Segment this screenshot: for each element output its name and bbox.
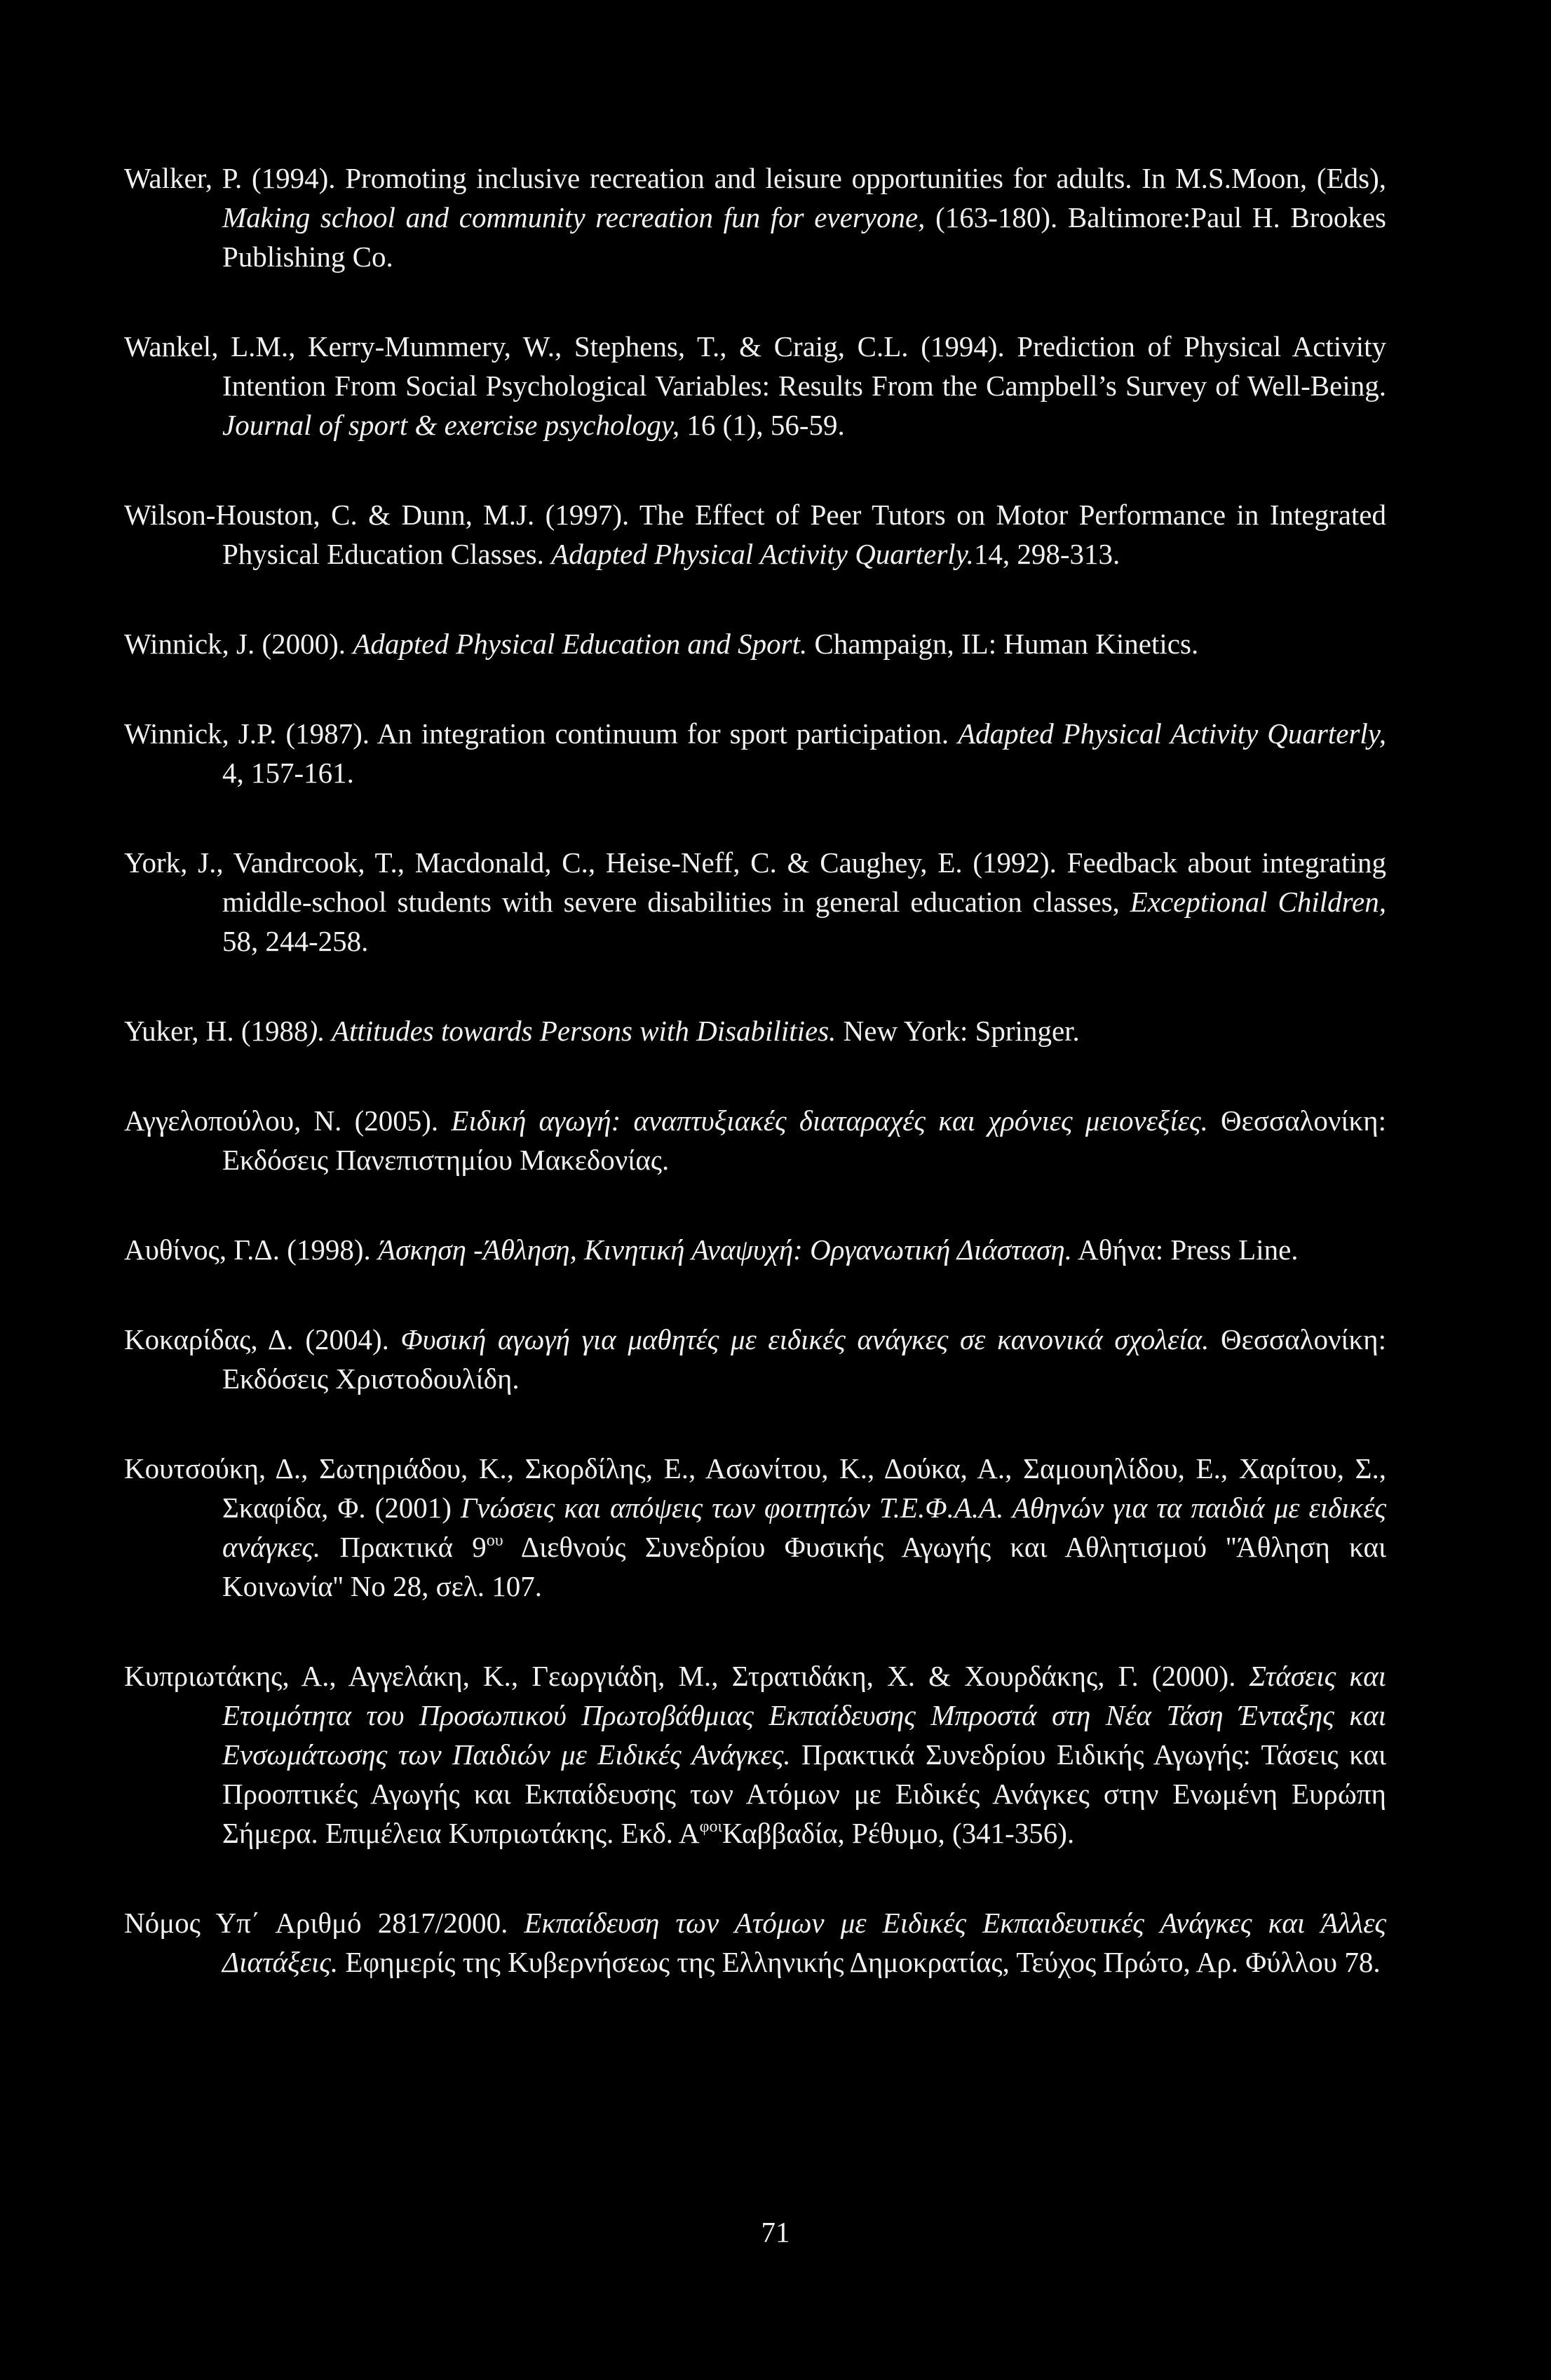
reference-list bbox=[124, 158, 1386, 2032]
reference-kokaridas-2004: Κοκαρίδας, Δ. (2004). Φυσική αγωγή για μαθητές με ειδικές ανάγκες σε κανονικά σχολεία. Θεσσαλονίκη: Εκδόσεις Χριστοδουλίδη. bbox=[124, 1323, 1387, 1395]
reference-york-1992: York, J., Vandrcook, T., Macdonald, C., Heise-Neff, C. & Caughey, E. (1992). Feedback about integrating middle-school students with severe disabilities in general education classes, Exceptional Children, 58, 244-258. bbox=[124, 846, 1387, 957]
reference-wilson-houston-1997: Wilson-Houston, C. & Dunn, M.J. (1997). The Effect of Peer Tutors on Motor Performance in Integrated Physical Education Classes. Adapted Physical Activity Quarterly.14, 298-313. bbox=[124, 499, 1386, 570]
reference-winnick-2000: Winnick, J. (2000). Adapted Physical Education and Sport. Champaign, IL: Human Kinetics. bbox=[124, 628, 1199, 660]
reference-walker-1994: Walker, P. (1994). Promoting inclusive recreation and leisure opportunities for adults. In M.S.Moon, (Eds), Making school and community recreation fun for everyone, (163-180). Baltimore:Paul H. Brookes Publishing Co. bbox=[124, 162, 1386, 273]
reference-winnick-1987: Winnick, J.P. (1987). An integration continuum for sport participation. Adapted Physical Activity Quarterly, 4, 157-161. bbox=[124, 717, 1386, 789]
reference-kypriotakis-2000: Κυπριωτάκης, Α., Αγγελάκη, Κ., Γεωργιάδη, Μ., Στρατιδάκη, Χ. & Χουρδάκης, Γ. (2000). Στάσεις και Ετοιμότητα του Προσωπικού Πρωτοβάθμιας Εκπαίδευσης Μπροστά στη Νέα Τάση Ένταξης και Ενσωμάτωσης των Παιδιών με Ειδικές Ανάγκες. Πρακτικά Συνεδρίου Ειδικής Αγωγής: Τάσεις και Προοπτικές Αγωγής και Εκπαίδευσης των Ατόμων με Ειδικές Ανάγκες στην Ενωμένη Ευρώπη Σήμερα. Επιμέλεια Κυπριωτάκης. Εκδ. $A^{\varphi o\iota}K\alpha\beta\beta\alpha\delta ί\alpha$, Ρέθυμο, (341-356). bbox=[124, 1660, 1387, 1849]
reference-afthinos-1998: Αυθίνος, Γ.Δ. (1998). Άσκηση -Άθληση, Κινητική Αναψυχή: Οργανωτική Διάσταση. Αθήνα: Press Line. bbox=[124, 1233, 1299, 1266]
reference-wankel-1994: Wankel, L.M., Kerry-Mummery, W., Stephens, T., & Craig, C.L. (1994). Prediction of Physical Activity Intention From Social Psychological Variables: Results From the Campbell’s Survey of Well-Being. Journal of sport & exercise psychology, 16 (1), 56-59. bbox=[124, 330, 1386, 441]
reference-yuker-1988: Yuker, H. (1988). Attitudes towards Persons with Disabilities. New York: Springer. bbox=[124, 1015, 1080, 1047]
reference-angelopoulou-2005: Αγγελοπούλου, Ν. (2005). Ειδική αγωγή: αναπτυξιακές διαταραχές και χρόνιες μειονεξίες. Θεσσαλονίκη: Εκδόσεις Πανεπιστημίου Μακεδονίας. bbox=[124, 1104, 1386, 1176]
page-number: 71 bbox=[761, 2216, 790, 2248]
reference-koutsouki-2001: Κουτσούκη, Δ., Σωτηριάδου, Κ., Σκορδίλης, Ε., Ασωνίτου, Κ., Δούκα, Α., Σαμουηλίδου, Ε., Χαρίτου, Σ., Σκαφίδα, Φ. (2001) Γνώσεις και απόψεις των φοιτητών Τ.Ε.Φ.Α.Α. Αθηνών για τα παιδιά με ειδικές ανάγκες. Πρακτικά $9^{o\upsilon}$ Διεθνούς Συνεδρίου Φυσικής Αγωγής και Αθλητισμού ''Άθληση και Κοινωνία'' Νο 28, σελ. 107. bbox=[124, 1452, 1387, 1602]
reference-law-2817-2000: Νόμος Υπ΄ Αριθμό 2817/2000. Εκπαίδευση των Ατόμων με Ειδικές Εκπαιδευτικές Ανάγκες και Άλλες Διατάξεις. Εφημερίς της Κυβερνήσεως της Ελληνικής Δημοκρατίας, Τεύχος Πρώτο, Αρ. Φύλλου 78. bbox=[124, 1907, 1387, 1978]
